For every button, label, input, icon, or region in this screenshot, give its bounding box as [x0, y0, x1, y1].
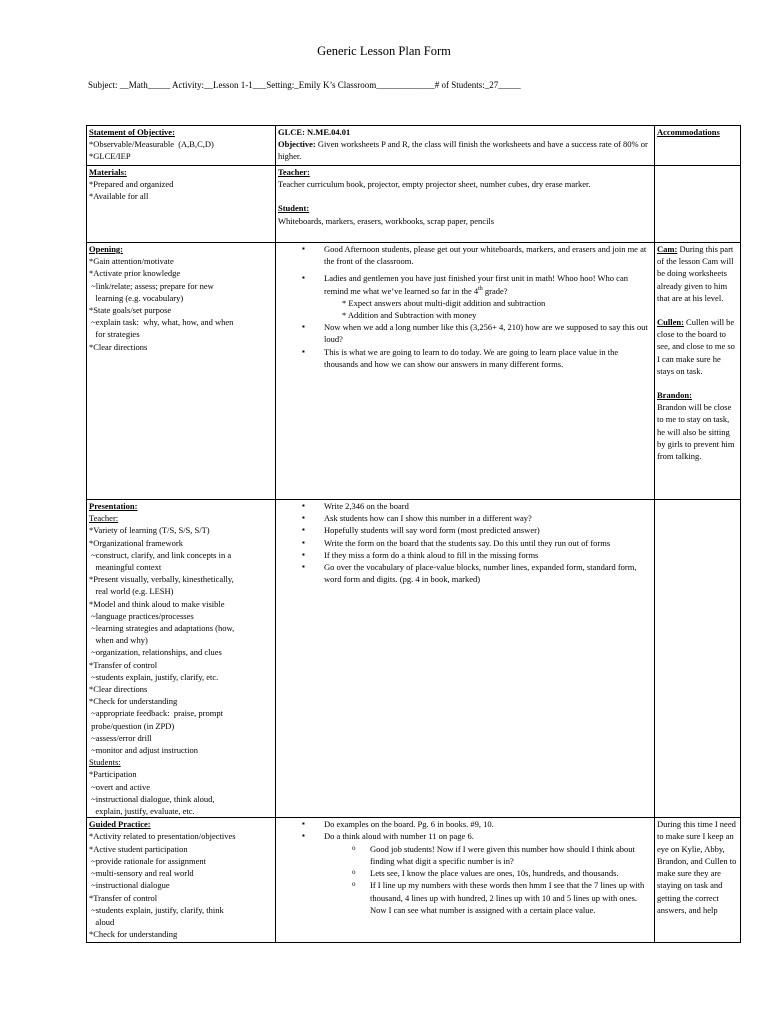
list-item: ▪ Write the form on the board that the students say. Do this until they run out of forms	[324, 537, 652, 549]
guided-practice-hint: ~students explain, justify, clarify, think	[89, 904, 224, 915]
opening-content-cell	[276, 243, 655, 500]
expected-answer: * Addition and Subtraction with money	[342, 310, 477, 321]
row-presentation	[87, 500, 741, 818]
materials-hint: *Prepared and organized	[89, 179, 174, 190]
materials-label-cell	[87, 166, 276, 243]
objective-text	[278, 138, 652, 162]
accommodations-header-cell	[655, 126, 741, 166]
subject-line: Subject: __Math_____ Activity:__Lesson 1-1___Setting:_Emily K’s Classroom_____________# of Students:_27_____	[88, 80, 521, 90]
list-item: ▪ Now when we add a long number like this (3,256+ 4, 210) how are we supposed to say this out loud?	[324, 321, 652, 345]
presentation-hint: *Clear directions	[89, 684, 148, 695]
presentation-hint: *Present visually, verbally, kinesthetically,	[89, 574, 234, 585]
accommodation-cullen: Cullen: Cullen will be close to the board to see, and close to me so I can make sure he stays on task.	[657, 317, 735, 376]
presentation-hint: ~language practices/processes	[89, 610, 194, 621]
opening-heading: Opening:	[89, 244, 124, 254]
list-item: ▪ Write 2,346 on the board	[324, 500, 652, 512]
objective-hint: *Observable/Measurable (A,B,C,D)	[89, 139, 214, 150]
list-item: ▪ Go over the vocabulary of place-value blocks, number lines, expanded form, standard form, word form and digits. (pg. 4 in book, marked)	[324, 561, 652, 585]
list-item: o If I line up my numbers with these words then hmm I see that the 7 lines up with thousand, 4 lines up with hundred, 2 lines up with 10 and 5 lines up with ones. Now I can see what number is assigned with a certain place value.	[370, 879, 652, 916]
opening-accommodations-cell	[655, 243, 741, 500]
presentation-hint: ~students explain, justify, clarify, etc.	[89, 671, 219, 682]
presentation-content-cell	[276, 500, 655, 818]
materials-hint: *Available for all	[89, 191, 149, 202]
list-item: ▪ This is what we are going to learn to do today. We are going to learn place value in the thousands and how we can show our answers in many different forms.	[324, 346, 652, 370]
presentation-hint: real world (e.g. LESH)	[89, 586, 174, 597]
guided-practice-content-cell	[276, 818, 655, 943]
opening-hint: *Activate prior knowledge	[89, 268, 181, 279]
document-title: Generic Lesson Plan Form	[317, 44, 451, 58]
opening-hint: ~link/relate; assess; prepare for new	[89, 280, 214, 291]
presentation-hint: ~overt and active	[89, 781, 151, 792]
materials-heading: Materials:	[89, 167, 127, 177]
objective-label: Objective:	[278, 139, 316, 150]
presentation-label-cell	[87, 500, 276, 818]
presentation-hint: ~assess/error drill	[89, 732, 152, 743]
row-materials	[87, 166, 741, 243]
presentation-hint: *Check for understanding	[89, 696, 178, 707]
expected-answer: * Expect answers about multi-digit addition and subtraction	[342, 297, 546, 308]
row-opening	[87, 243, 741, 500]
objective-heading: Statement of Objective:	[89, 127, 175, 137]
opening-list	[278, 243, 652, 370]
guided-practice-list	[278, 818, 652, 916]
objective-label-cell	[87, 126, 276, 166]
presentation-hint: ~organization, relationships, and clues	[89, 647, 222, 658]
guided-practice-label-cell	[87, 818, 276, 943]
presentation-hint: probe/question (in ZPD)	[89, 720, 175, 731]
presentation-accommodations-cell	[655, 500, 741, 818]
guided-practice-hint: ~instructional dialogue	[89, 880, 170, 891]
guided-practice-hint: ~provide rationale for assignment	[89, 855, 206, 866]
list-item: ▪ Do a think aloud with number 11 on page 6. o Good job students! Now if I were given this number how should I think about finding what digit a specific number is in? o Lets see, I know the place values are ones, 10s, hundreds, and thousands. o If I line up my numbers with these words then hmm I see that the 7 lines up with thousand, 4 lines up with hundred, 2 lines up with 10 and 5 lines up with ones. Now I can see what number is assigned with a certain place value.	[324, 830, 652, 915]
guided-practice-accommodations-cell	[655, 818, 741, 943]
presentation-hint: explain, justify, evaluate, etc.	[89, 806, 195, 817]
objective-body: Given worksheets P and R, the class will finish the worksheets and have a success rate of 80% or higher.	[278, 139, 648, 162]
presentation-list	[278, 500, 652, 585]
presentation-heading: Presentation:	[89, 501, 138, 511]
guided-practice-hint: *Transfer of control	[89, 892, 158, 903]
presentation-hint: *Model and think aloud to make visible	[89, 598, 225, 609]
materials-content-cell	[276, 166, 655, 243]
materials-accommodations-cell	[655, 166, 741, 243]
guided-practice-hint: *Check for understanding	[89, 929, 178, 940]
row-objective	[87, 126, 741, 166]
list-item: o Lets see, I know the place values are ones, 10s, hundreds, and thousands.	[370, 867, 652, 879]
list-item: ▪ Hopefully students will say word form (most predicted answer)	[324, 524, 652, 536]
list-item: ▪ Good Afternoon students, please get out your whiteboards, markers, and erasers and join me at the front of the classroom.	[324, 243, 652, 267]
opening-hint: *Clear directions	[89, 341, 148, 352]
presentation-hint: ~appropriate feedback: praise, prompt	[89, 708, 223, 719]
opening-label-cell	[87, 243, 276, 500]
guided-practice-heading: Guided Practice:	[89, 819, 151, 830]
presentation-hint: meaningful context	[89, 562, 162, 573]
presentation-hint: *Transfer of control	[89, 659, 158, 670]
row-guided-practice	[87, 818, 741, 943]
presentation-hint: ~learning strategies and adaptations (how,	[89, 623, 235, 634]
presentation-hint: *Variety of learning (T/S, S/S, S/T)	[89, 525, 210, 536]
presentation-hint: *Participation	[89, 769, 137, 780]
glce-code: GLCE: N.ME.04.01	[278, 127, 351, 137]
presentation-hint: *Organizational framework	[89, 537, 184, 548]
teacher-materials-text: Teacher curriculum book, projector, empty projector sheet, number cubes, dry erase marker.	[278, 179, 591, 190]
opening-hint: ~explain task: why, what, how, and when	[89, 317, 234, 328]
opening-hint: for strategies	[89, 329, 140, 340]
opening-hint: *State goals/set purpose	[89, 305, 172, 316]
presentation-hint: ~construct, clarify, and link concepts in a	[89, 549, 232, 560]
accommodation-cam: Cam: During this part of the lesson Cam will be doing worksheets already given to him that are at his level.	[657, 244, 734, 303]
lesson-plan-table	[86, 125, 741, 943]
opening-hint: *Gain attention/motivate	[89, 256, 174, 267]
think-aloud-list	[324, 843, 652, 916]
student-materials-heading: Student:	[278, 203, 310, 214]
guided-practice-hint: *Activity related to presentation/objectives	[89, 831, 236, 842]
presentation-teacher-label: Teacher:	[89, 513, 119, 524]
list-item: ▪ If they miss a form do a think aloud to fill in the missing forms	[324, 549, 652, 561]
student-materials-text: Whiteboards, markers, erasers, workbooks, scrap paper, pencils	[278, 215, 495, 226]
guided-practice-hint: aloud	[89, 916, 115, 927]
presentation-students-label: Students:	[89, 757, 121, 768]
guided-practice-hint: ~multi-sensory and real world	[89, 868, 194, 879]
presentation-hint: ~monitor and adjust instruction	[89, 745, 198, 756]
opening-hint: learning (e.g. vocabulary)	[89, 292, 184, 303]
list-item: ▪ Ask students how can I show this number in a different way?	[324, 512, 652, 524]
presentation-hint: when and why)	[89, 635, 148, 646]
objective-content-cell	[276, 126, 655, 166]
presentation-hint: ~instructional dialogue, think aloud,	[89, 793, 215, 804]
guided-practice-hint: *Active student participation	[89, 843, 188, 854]
objective-hint: *GLCE/IEP	[89, 151, 131, 162]
list-item: o Good job students! Now if I were given this number how should I think about finding what digit a specific number is in?	[370, 843, 652, 867]
list-item: ▪ Do examples on the board. Pg. 6 in books. #9, 10.	[324, 818, 652, 830]
accommodation-brandon: Brandon: Brandon will be close to me to stay on task, he will also be sitting by girls to prevent him from talking.	[657, 390, 735, 462]
teacher-materials-heading: Teacher:	[278, 167, 310, 177]
guided-practice-accommodation: During this time I need to make sure I keep an eye on Kylie, Abby, Brandon, and Cullen to make sure they are staying on task and getting the correct answers, and help	[657, 819, 737, 915]
list-item: ▪ Ladies and gentlemen you have just finished your first unit in math! Whoo hoo! Who can remind me what we’ve learned so far in the 4th grade? * Expect answers about multi-digit addition and subtraction * Addition and Subtraction with money	[324, 272, 652, 321]
accommodations-heading: Accommodations	[657, 127, 720, 137]
